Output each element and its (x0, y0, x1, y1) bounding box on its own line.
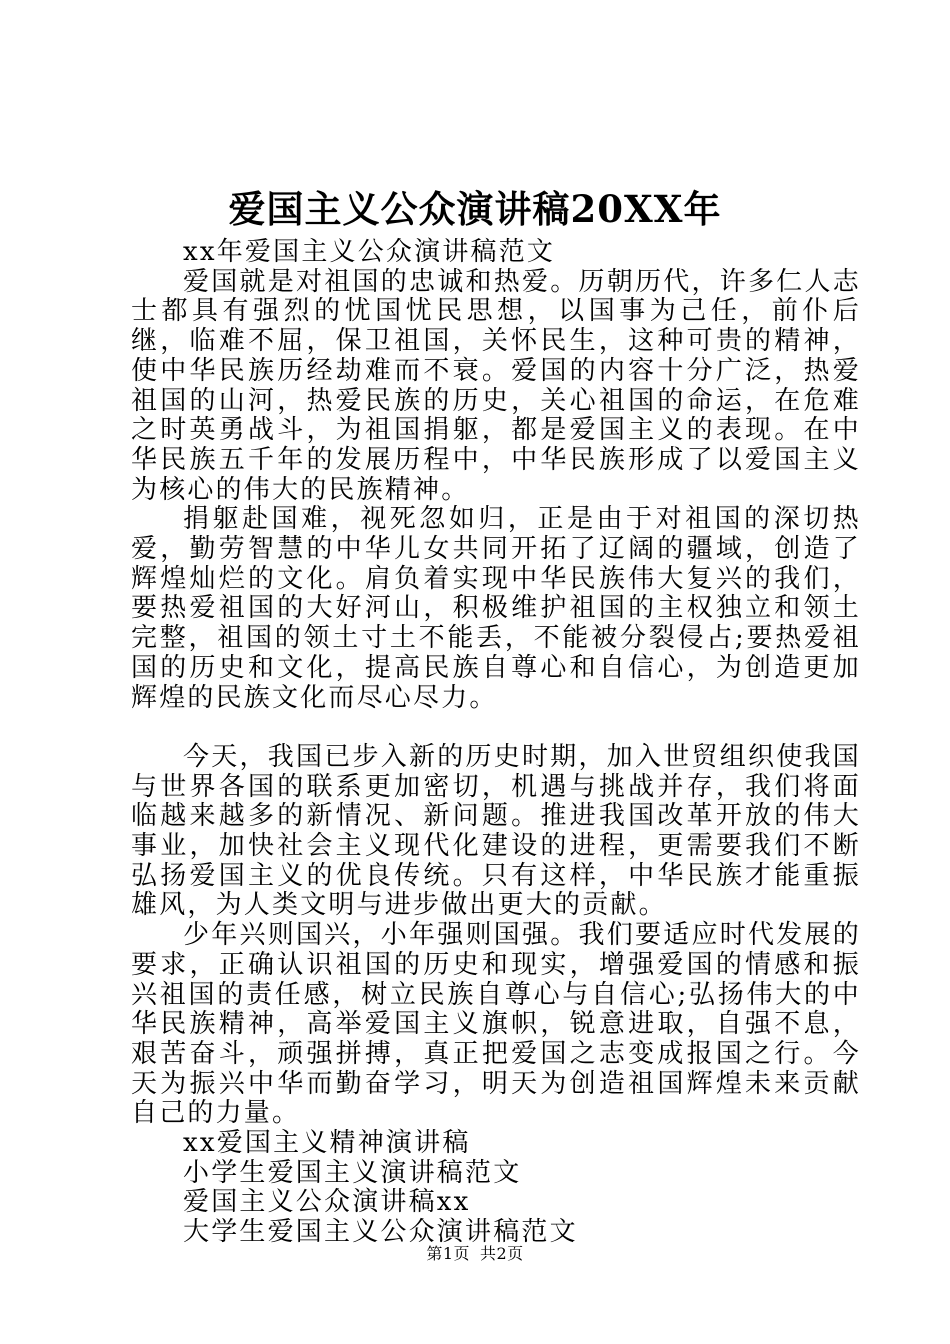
paragraph-2: 捐躯赴国难，视死忽如归，正是由于对祖国的深切热爱，勤劳智慧的中华儿女共同开拓了辽阔的疆域，创造了辉煌灿烂的文化。肩负着实现中华民族伟大复兴的我们，要热爱祖国的大好河山，积极维护祖国的主权独立和领土完整，祖国的领土寸土不能丢，不能被分裂侵占;要热爱祖国的历史和文化，提高民族自尊心和自信心，为创造更加辉煌的民族文化而尽心尽力。 (131, 504, 861, 713)
document-title: 爱国主义公众演讲稿20XX年 (228, 187, 722, 231)
paragraph-3: 今天，我国已步入新的历史时期，加入世贸组织使我国与世界各国的联系更加密切，机遇与挑战并存，我们将面临越来越多的新情况、新问题。推进我国改革开放的伟大事业，加快社会主义现代化建设的进程，更需要我们不断弘扬爱国主义的优良传统。只有这样，中华民族才能重振雄风，为人类文明与进步做出更大的贡献。 (131, 741, 861, 921)
paragraph-1: 爱国就是对祖国的忠诚和热爱。历朝历代，许多仁人志士都具有强烈的忧国忧民思想，以国事为己任，前仆后继，临难不屈，保卫祖国，关怀民生，这种可贵的精神，使中华民族历经劫难而不衰。爱国的内容十分广泛，热爱祖国的山河，热爱民族的历史，关心祖国的命运，在危难之时英勇战斗，为祖国捐躯，都是爱国主义的表现。在中华民族五千年的发展历程中，中华民族形成了以爱国主义为核心的伟大的民族精神。 (131, 266, 861, 505)
document-subtitle: xx年爱国主义公众演讲稿范文 (183, 237, 556, 267)
related-item-1: xx爱国主义精神演讲稿 (183, 1128, 471, 1159)
document-body (131, 238, 861, 1248)
related-item-4: 大学生爱国主义公众演讲稿范文 (183, 1217, 578, 1248)
related-item-3: 爱国主义公众演讲稿xx (183, 1187, 471, 1218)
related-item-2: 小学生爱国主义演讲稿范文 (183, 1157, 522, 1188)
page-total: 共2页 (480, 1244, 524, 1263)
page-number: 第1页 (426, 1244, 470, 1263)
page-footer (0, 1244, 950, 1264)
paragraph-spacer (131, 713, 861, 743)
paragraph-4: 少年兴则国兴，小年强则国强。我们要适应时代发展的要求，正确认识祖国的历史和现实，增强爱国的情感和振兴祖国的责任感，树立民族自尊心与自信心;弘扬伟大的中华民族精神，高举爱国主义旗帜，锐意进取，自强不息，艰苦奋斗，顽强拼搏，真正把爱国之志变成报国之行。今天为振兴中华而勤奋学习，明天为创造祖国辉煌未来贡献自己的力量。 (131, 920, 861, 1129)
